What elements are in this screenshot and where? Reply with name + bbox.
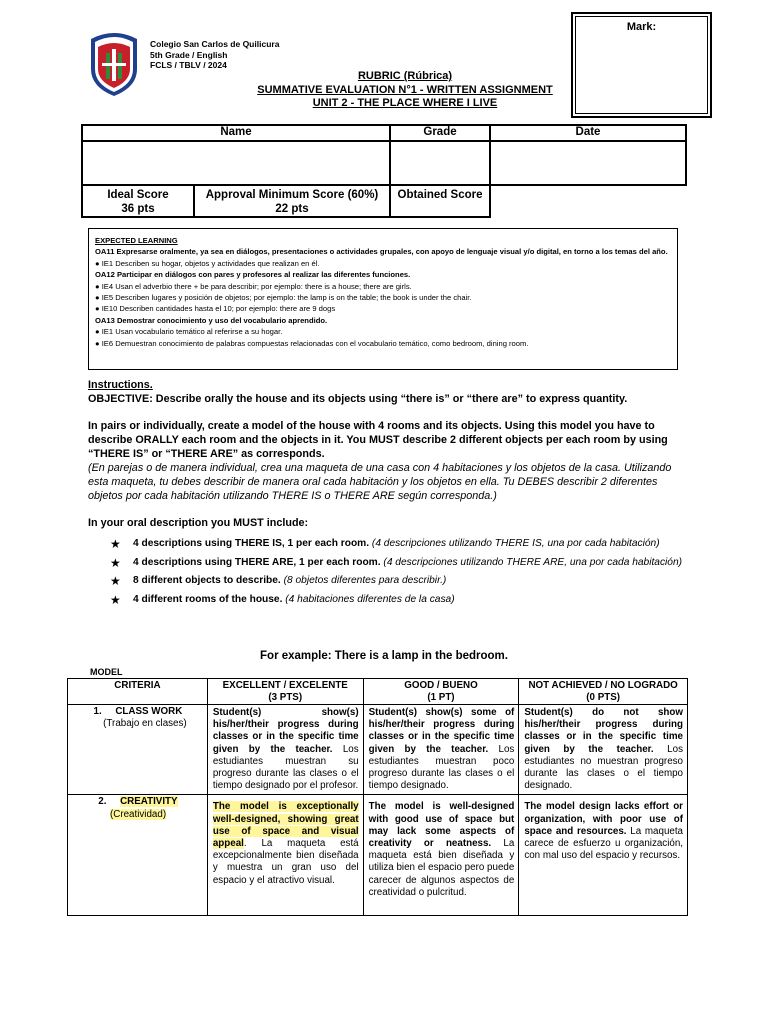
requirement-note: (8 objetos diferentes para describir.) <box>283 575 447 586</box>
header-line2: (0 PTS) <box>586 691 621 703</box>
excellent-bold: Student(s) show(s) his/her/their progress during classes or in the specific time given by the teacher. <box>212 707 359 755</box>
not-achieved-rest: La maqueta carece de esfuerzo u organización, con mal uso del espacio y recursos. <box>524 825 684 862</box>
header-line1: NOT ACHIEVED / NO LOGRADO <box>528 680 678 691</box>
expected-learning-line: ● IE1 Describen su hogar, objetos y actividades que realizan en él. <box>95 258 320 268</box>
rubric-header-cell <box>68 679 208 705</box>
good-cell <box>363 705 519 795</box>
star-bullet-icon: ★ <box>110 555 121 570</box>
expected-learning-line: OA11 Expresarse oralmente, ya sea en diálogos, presentaciones o actividades grupales, con apoyo de lenguaje visual y/o digital, en torno a los temas del año. <box>95 247 668 257</box>
title-rubric: RUBRIC (Rúbrica) <box>357 70 453 82</box>
school-name: Colegio San Carlos de Quilicura <box>150 39 280 49</box>
title-unit: UNIT 2 - THE PLACE WHERE I LIVE <box>312 97 498 109</box>
approval-score-cell <box>194 185 390 217</box>
not-achieved-cell <box>519 795 688 916</box>
expected-learning-list <box>95 246 671 349</box>
ideal-score-value: 36 pts <box>121 203 155 215</box>
excellent-rest: Los estudiantes muestran su progreso durante las clases o el tiempo designado por el profesor. <box>212 743 359 792</box>
approval-score-value: 22 pts <box>275 203 309 215</box>
rubric-row <box>68 795 688 916</box>
header-line2: (3 PTS) <box>268 691 303 703</box>
include-label: In your oral description you MUST include: <box>88 517 309 529</box>
not-achieved-rest: Los estudiantes no muestran progreso durante las clases o el tiempo designado. <box>524 743 683 792</box>
rubric-table <box>67 678 688 916</box>
rubric-header-cell <box>207 679 363 705</box>
requirements-list <box>110 535 690 609</box>
requirement-item <box>110 572 690 591</box>
title-evaluation: SUMMATIVE EVALUATION N°1 - WRITTEN ASSIGNMENT <box>257 83 553 96</box>
objective-label: OBJECTIVE <box>88 393 150 405</box>
criteria-name: CREATIVITY <box>120 796 178 808</box>
expected-learning-line: ● IE5 Describen lugares y posición de objetos; por ejemplo: the lamp is on the table; the book is under the chair. <box>95 293 472 303</box>
excellent-cell <box>207 705 363 795</box>
expected-learning-heading: EXPECTED LEARNING <box>95 236 178 245</box>
objective-text: : Describe orally the house and its objects using “there is” or “there are” to express quantity. <box>149 393 628 405</box>
requirement-main: 4 different rooms of the house. <box>133 593 283 605</box>
expected-learning-line: ● IE10 Describen cantidades hasta el 10; por ejemplo: there are 9 dogs <box>95 304 336 314</box>
school-crest-logo <box>88 29 140 97</box>
criteria-cell <box>68 705 208 795</box>
good-rest: Los estudiantes muestran poco progreso durante las clases o el tiempo designado. <box>368 743 515 792</box>
requirement-item <box>110 535 690 554</box>
good-rest: La maqueta está bien diseñada y utiliza bien el espacio pero puede carecer de algunos aspectos de creatividad o pulcritud. <box>368 838 515 898</box>
expected-learning-line: ● IE4 Usan el adverbio there + be para describir; por ejemplo: there is a house; there are girls. <box>95 281 412 291</box>
instructions-title: Instructions. <box>88 379 153 391</box>
criteria-name-es: (Trabajo en clases) <box>103 718 187 730</box>
star-bullet-icon: ★ <box>110 574 121 588</box>
student-info-table <box>81 124 687 218</box>
document-code: FCLS / TBLV / 2024 <box>150 60 227 70</box>
approval-score-label: Approval Minimum Score (60%) <box>205 189 379 201</box>
instructions-english: In pairs or individually, create a model of the house with 4 rooms and its objects. Using this model you have to describe ORALLY each room and the objects in it. You MUST describe 2 different objects per each room by using “THERE IS” or “THERE ARE” as corresponds. <box>88 420 668 460</box>
requirement-main: 4 descriptions using THERE ARE, 1 per each room. <box>133 556 381 568</box>
star-bullet-icon: ★ <box>110 537 121 551</box>
criteria-number: 1. <box>93 706 102 717</box>
rubric-header-cell <box>519 679 688 705</box>
expected-learning-line: OA12 Participar en diálogos con pares y profesores al realizar las diferentes funciones. <box>95 270 411 280</box>
date-header: Date <box>490 125 686 141</box>
model-label: MODEL <box>90 667 123 677</box>
requirement-item <box>110 554 690 573</box>
grade-field[interactable] <box>390 141 490 185</box>
expected-learning-line: OA13 Demostrar conocimiento y uso del vocabulario aprendido. <box>95 315 328 325</box>
date-field[interactable] <box>490 141 686 185</box>
not-achieved-bold: The model design lacks effort or organization, with poor use of space and resources. <box>524 801 683 837</box>
obtained-score-label: Obtained Score <box>397 189 483 201</box>
expected-learning-box <box>88 228 678 370</box>
requirement-main: 8 different objects to describe. <box>133 575 281 586</box>
header-line1: EXCELLENT / EXCELENTE <box>222 680 348 691</box>
requirement-note: (4 descripciones utilizando THERE IS, una por cada habitación) <box>371 538 660 549</box>
criteria-name-es: (Creatividad) <box>110 808 167 820</box>
name-field[interactable] <box>82 141 390 185</box>
grade-subject: 5th Grade / English <box>150 49 228 60</box>
excellent-bold: The model is exceptionally well-designed, showing great use of space and visual appeal <box>212 801 359 850</box>
ideal-score-label: Ideal Score <box>107 189 169 201</box>
expected-learning-line: ● IE6 Demuestran conocimiento de palabras compuestas relacionadas con el vocabulario temático, como bedroom, dining room. <box>95 338 529 348</box>
criteria-name: CLASS WORK <box>115 706 183 717</box>
requirement-note: (4 habitaciones diferentes de la casa) <box>285 593 455 605</box>
header-line2: (1 PT) <box>427 691 455 703</box>
mark-label: Mark: <box>626 21 657 33</box>
instructions-section <box>88 378 688 530</box>
not-achieved-bold: Student(s) do not show his/her/their progress during classes or in the specific time given by the teacher. <box>524 707 683 755</box>
excellent-cell <box>207 795 363 916</box>
objective <box>88 392 688 406</box>
grade-header: Grade <box>390 125 490 141</box>
rubric-row <box>68 705 688 795</box>
header-line1: GOOD / BUENO <box>404 680 478 691</box>
criteria-cell <box>68 795 208 916</box>
good-bold: Student(s) show(s) some of his/her/their progress during classes or in the specific time given by the teacher. <box>368 707 515 755</box>
instructions-spanish: (En parejas o de manera individual, crea una maqueta de una casa con 4 habitaciones y los objetos de la casa. Utilizando esta maqueta, tu debes describir de manera oral cada habitación y los objetos en ella. Tu DEBES describir 2 diferentes objetos por cada habitación utilizando THERE IS o THERE ARE según corresponda.) <box>88 462 672 502</box>
requirement-main: 4 descriptions using THERE IS, 1 per each room. <box>133 538 370 549</box>
star-bullet-icon: ★ <box>110 592 121 607</box>
requirement-note: (4 descripciones utilizando THERE ARE, una por cada habitación) <box>383 556 683 568</box>
excellent-rest: . La maqueta está excepcionalmente bien diseñada y muestra un gran uso del espacio y el atractivo visual. <box>212 838 359 886</box>
name-header: Name <box>82 125 390 141</box>
rubric-header-cell <box>363 679 519 705</box>
empty-cell <box>490 185 686 217</box>
good-cell <box>363 795 519 916</box>
expected-learning-line: ● IE1 Usan vocabulario temático al referirse a su hogar. <box>95 327 283 337</box>
rubric-header-row <box>68 679 688 705</box>
good-bold: The model is well-designed with good use of space but may lack some aspects of creativity or neatness. <box>368 801 515 850</box>
example-sentence: For example: There is a lamp in the bedroom. <box>260 650 508 662</box>
ideal-score-cell <box>82 185 194 217</box>
school-header <box>150 39 279 71</box>
obtained-score-cell[interactable] <box>390 185 490 217</box>
requirement-item <box>110 591 690 610</box>
document-titles <box>190 70 620 111</box>
criteria-number: 2. <box>98 796 107 808</box>
not-achieved-cell <box>519 705 688 795</box>
header-line1: CRITERIA <box>114 680 161 691</box>
